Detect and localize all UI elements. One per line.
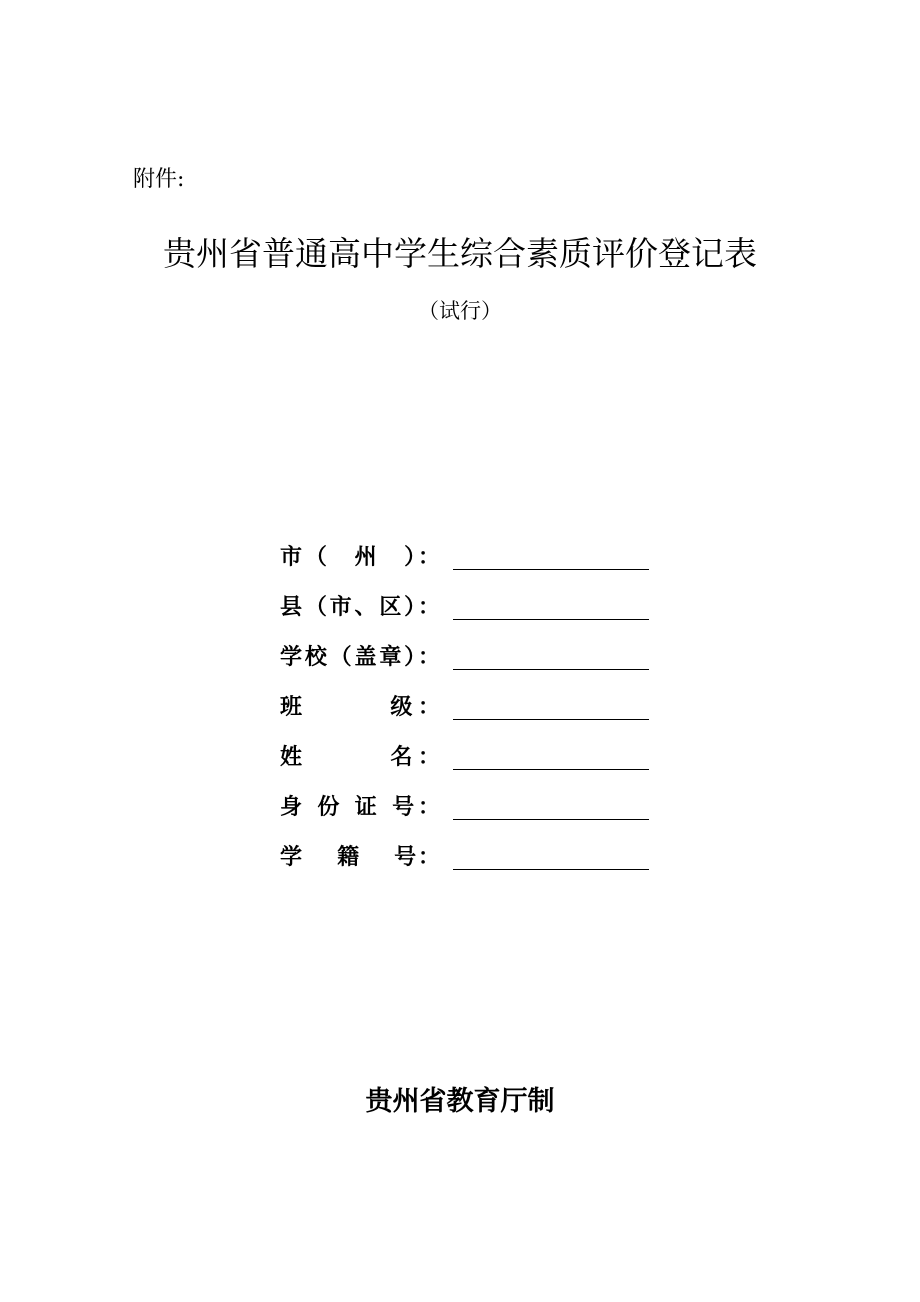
field-student-number: [280, 840, 660, 890]
field-blank-city[interactable]: [453, 569, 649, 570]
field-city: [280, 540, 660, 590]
field-county: [280, 590, 660, 640]
field-label-id-number: 身 份 证 号：: [280, 795, 440, 820]
field-blank-name[interactable]: [453, 769, 649, 770]
registration-fields: [280, 540, 660, 890]
field-school: [280, 640, 660, 690]
attachment-label: 附件:: [133, 167, 185, 192]
form-title: 贵州省普通高中学生综合素质评价登记表: [163, 234, 757, 273]
field-id-number: [280, 790, 660, 840]
field-blank-student-number[interactable]: [453, 869, 649, 870]
field-blank-class[interactable]: [453, 719, 649, 720]
field-label-class: 班 级：: [280, 695, 440, 720]
field-name: [280, 740, 660, 790]
form-subtitle: （试行）: [418, 299, 502, 323]
field-label-city: 市（ 州 ）：: [280, 545, 440, 570]
field-class: [280, 690, 660, 740]
issuer-footer: 贵州省教育厅制: [365, 1086, 555, 1117]
field-label-student-number: 学 籍 号：: [280, 845, 440, 870]
field-blank-id-number[interactable]: [453, 819, 649, 820]
field-label-county: 县（市、区）：: [280, 595, 440, 620]
field-blank-school[interactable]: [453, 669, 649, 670]
field-label-name: 姓 名：: [280, 745, 440, 770]
field-blank-county[interactable]: [453, 619, 649, 620]
field-label-school: 学校（盖章）：: [280, 645, 440, 670]
